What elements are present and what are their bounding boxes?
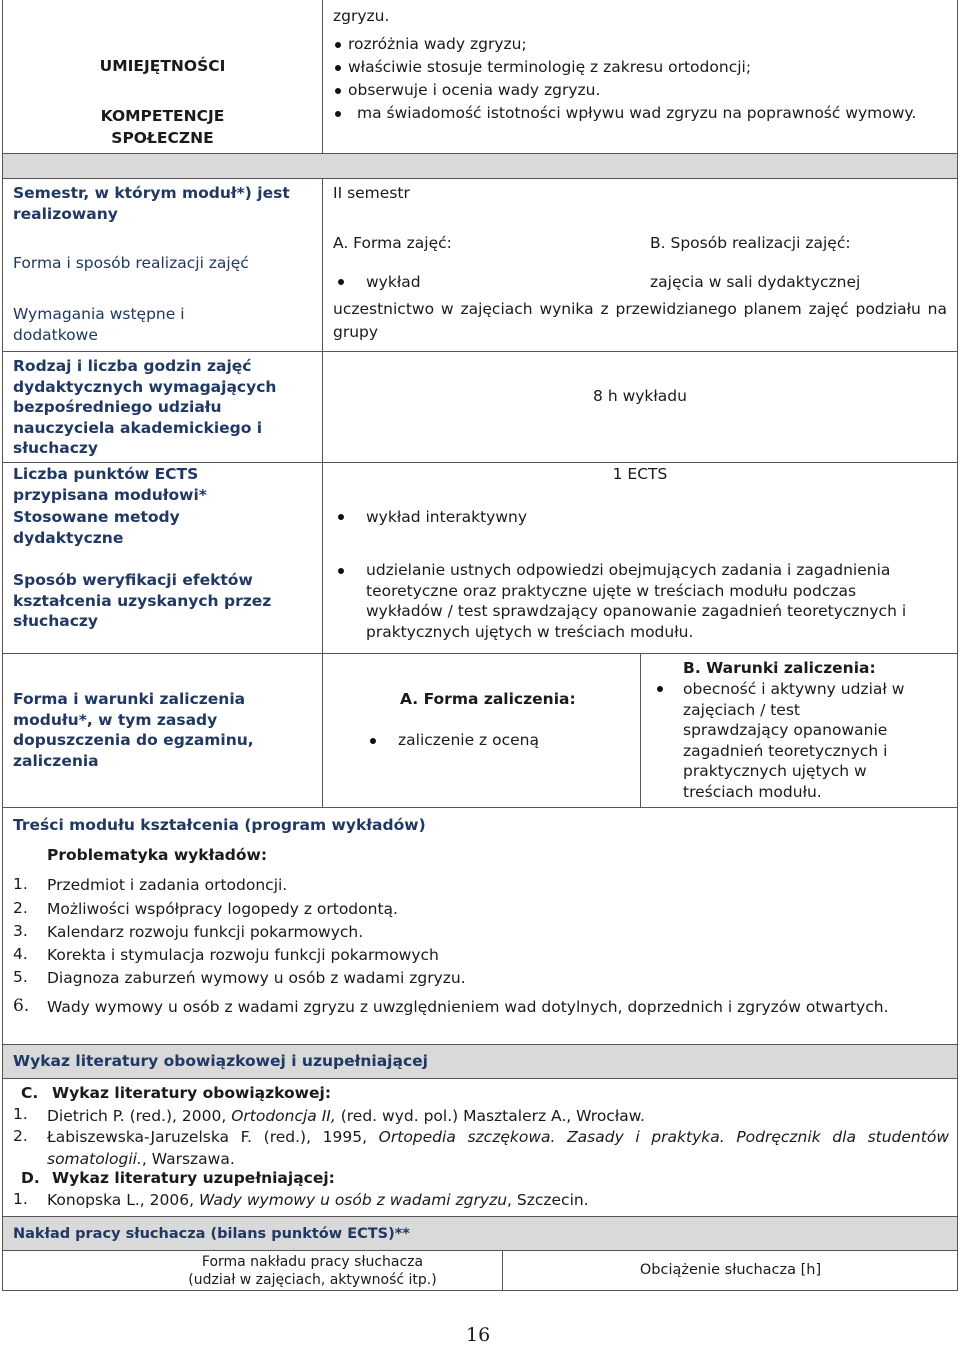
ects-label: Liczba punktów ECTS przypisana modułowi*	[13, 465, 207, 504]
tresci-header: Treści modułu kształcenia (program wykładów)	[13, 816, 426, 834]
list-number: 6.	[13, 996, 30, 1016]
forma-b-header: B. Sposób realizacji zajęć:	[650, 234, 851, 252]
literature-item-text: (red. wyd. pol.) Masztalerz A., Wrocław.	[335, 1107, 645, 1125]
list-number: 1.	[13, 1190, 28, 1208]
literatura-c-label: C.	[21, 1084, 39, 1102]
list-item: właściwie stosuje terminologię z zakresu ortodoncji;	[348, 58, 752, 76]
literature-item-text: , Warszawa.	[141, 1150, 235, 1168]
forma-label: Forma i sposób realizacji zajęć	[13, 254, 249, 272]
godziny-value: 8 h wykładu	[593, 387, 687, 405]
list-number: 2.	[13, 899, 28, 917]
weryfikacja-label: Sposób weryfikacji efektów kształcenia uzyskanych przez słuchaczy	[13, 571, 272, 630]
semestr-value: II semestr	[333, 184, 410, 202]
kompetencje-label-line1: KOMPETENCJE	[100, 107, 225, 125]
list-number: 2.	[13, 1127, 28, 1145]
list-item: ma świadomość istotności wpływu wad zgryzu na poprawność wymowy.	[357, 104, 917, 122]
list-number: 4.	[13, 945, 28, 963]
separator-band	[3, 154, 957, 178]
ects-value: 1 ECTS	[612, 465, 668, 483]
literature-item-text: Konopska L., 2006,	[47, 1191, 199, 1209]
bullet-icon	[338, 568, 344, 574]
zaliczenie-b-header: B. Warunki zaliczenia:	[683, 659, 876, 677]
wymagania-label: Wymagania wstępne i dodatkowe	[13, 305, 185, 344]
literature-item-text: Łabiszewska-Jaruzelska F. (red.), 1995,	[47, 1128, 379, 1146]
weryfikacja-value: udzielanie ustnych odpowiedzi obejmujących zadania i zagadnienia teoretyczne oraz praktyczne ujęte w treściach modułu podczas wykładów / test sprawdzający opanowanie zagadnień teoretycznych i praktycznych ujętych w treściach modułu.	[366, 561, 907, 641]
literatura-d-label: D.	[21, 1169, 40, 1187]
metody-value: wykład interaktywny	[366, 508, 528, 526]
list-item: Możliwości współpracy logopedy z ortodontą.	[47, 900, 398, 918]
forma-b-item: zajęcia w sali dydaktycznej	[650, 273, 861, 291]
naklad-header: Nakład pracy słuchacza (bilans punktów ECTS)**	[13, 1226, 410, 1242]
metody-label: Stosowane metody dydaktyczne	[13, 508, 180, 547]
naklad-col1-line2: (udział w zajęciach, aktywność itp.)	[188, 1272, 437, 1288]
forma-a-header: A. Forma zajęć:	[333, 234, 452, 252]
zaliczenie-b-item: obecność i aktywny udział w zajęciach / test sprawdzający opanowanie zagadnień teoretycznych i praktycznych ujętych w treściach modułu.	[683, 680, 905, 801]
zaliczenie-label: Forma i warunki zaliczenia modułu*, w tym zasady dopuszczenia do egzaminu, zaliczenia	[13, 690, 254, 770]
list-number: 1.	[13, 875, 28, 893]
list-number: 3.	[13, 922, 28, 940]
literature-item-text: , Szczecin.	[507, 1191, 589, 1209]
literature-item-title: Ortodoncja II,	[231, 1107, 336, 1125]
naklad-col2-header: Obciążenie słuchacza [h]	[639, 1262, 822, 1278]
list-number: 1.	[13, 1105, 28, 1123]
partial-text: zgryzu.	[333, 7, 390, 25]
literatura-d-header: Wykaz literatury uzupełniającej:	[52, 1169, 335, 1187]
wymagania-value: uczestnictwo w zajęciach wynika z przewidzianego planem zajęć podziału na grupy	[333, 300, 947, 341]
list-item: Diagnoza zaburzeń wymowy u osób z wadami zgryzu.	[47, 969, 466, 987]
literature-item	[47, 1189, 589, 1212]
bullet-icon	[338, 514, 344, 520]
bullet-icon	[335, 42, 341, 48]
list-item: rozróżnia wady zgryzu;	[348, 35, 527, 53]
kompetencje-label	[3, 105, 322, 149]
list-item: Wady wymowy u osób z wadami zgryzu z uwzględnieniem wad dotylnych, doprzednich i zgryzów otwartych.	[47, 998, 889, 1016]
godziny-label: Rodzaj i liczba godzin zajęć dydaktycznych wymagających bezpośredniego udziału nauczyciela akademickiego i słuchaczy	[13, 357, 277, 457]
list-item: Kalendarz rozwoju funkcji pokarmowych.	[47, 923, 364, 941]
literature-item-text: Dietrich P. (red.), 2000,	[47, 1107, 232, 1125]
literatura-header: Wykaz literatury obowiązkowej i uzupełniającej	[13, 1052, 428, 1070]
forma-a-item: wykład	[366, 273, 421, 291]
naklad-col1-line1: Forma nakładu pracy słuchacza	[201, 1254, 424, 1270]
literature-item	[47, 1126, 949, 1170]
umiejetnosci-label: UMIEJĘTNOŚCI	[99, 57, 226, 75]
bullet-icon	[338, 279, 344, 285]
literature-item-title: Ortopedia szczękowa. Zasady i praktyka. Podręcznik dla studentów somatologii.	[47, 1128, 949, 1168]
bullet-icon	[370, 738, 376, 744]
literature-item-title: Wady wymowy u osób z wadami zgryzu	[198, 1191, 508, 1209]
page-number: 16	[466, 1324, 491, 1346]
list-item: Korekta i stymulacja rozwoju funkcji pokarmowych	[47, 946, 439, 964]
literature-item	[47, 1105, 645, 1128]
kompetencje-label-line2: SPOŁECZNE	[111, 129, 214, 147]
bullet-icon	[657, 686, 663, 692]
zaliczenie-a-item: zaliczenie z oceną	[398, 731, 539, 749]
bullet-icon	[335, 88, 341, 94]
list-item: obserwuje i ocenia wady zgryzu.	[348, 81, 601, 99]
zaliczenie-a-header: A. Forma zaliczenia:	[400, 690, 576, 708]
semestr-label: Semestr, w którym moduł*) jest realizowany	[13, 184, 290, 223]
tresci-subheader: Problematyka wykładów:	[47, 846, 268, 864]
literatura-c-header: Wykaz literatury obowiązkowej:	[52, 1084, 332, 1102]
naklad-col1-header	[120, 1253, 505, 1289]
list-item: Przedmiot i zadania ortodoncji.	[47, 876, 288, 894]
bullet-icon	[335, 65, 341, 71]
list-number: 5.	[13, 968, 28, 986]
